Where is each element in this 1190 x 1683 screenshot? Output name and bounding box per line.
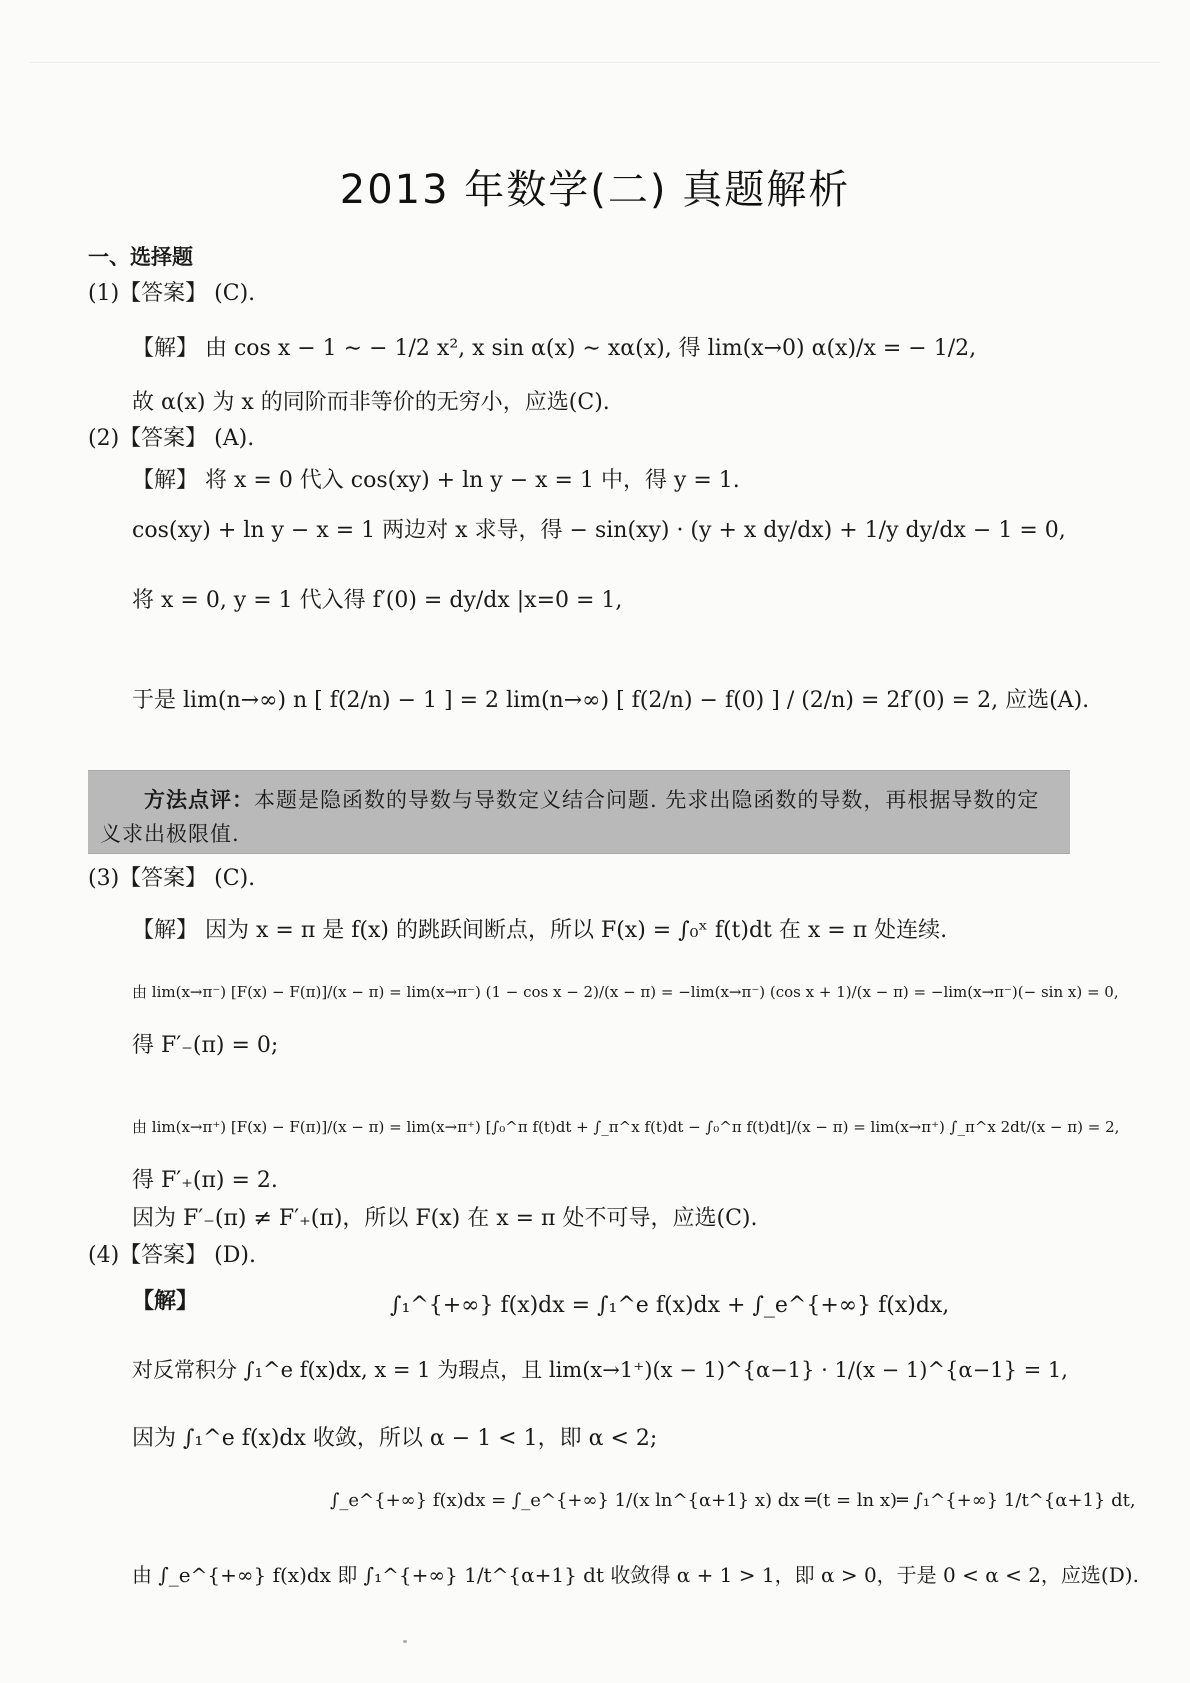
q3-solution-line-5: 得 F′₊(π) = 2. [132, 1168, 278, 1193]
q2-solution-line-1: 【解】 将 x = 0 代入 cos(xy) + ln y − x = 1 中，得 y = 1. [132, 468, 740, 493]
q4-solution-line-2: 对反常积分 ∫₁^e f(x)dx, x = 1 为瑕点，且 lim(x→1⁺)(x − 1)^{α−1} · 1/(x − 1)^{α−1} = 1, [132, 1358, 1068, 1382]
q2-solution-line-4: 于是 lim(n→∞) n [ f(2/n) − 1 ] = 2 lim(n→∞) [ f(2/n) − f(0) ] / (2/n) = 2f′(0) = 2, 应选(A). [132, 688, 1090, 713]
q3-solution-line-6: 因为 F′₋(π) ≠ F′₊(π)，所以 F(x) 在 x = π 处不可导，应选(C). [132, 1206, 758, 1231]
q3-solution-line-3: 得 F′₋(π) = 0; [132, 1033, 279, 1058]
q2-solution-line-3: 将 x = 0, y = 1 代入得 f′(0) = dy/dx |x=0 = 1, [132, 588, 623, 613]
page-title: 2013 年数学(二) 真题解析 [339, 167, 851, 213]
q4-solution-line-3: 因为 ∫₁^e f(x)dx 收敛，所以 α − 1 < 1，即 α < 2; [132, 1426, 658, 1451]
method-note-label: 方法点评： [144, 787, 254, 812]
q4-answer: (4)【答案】 (D). [88, 1243, 256, 1268]
q2-solution-line-2: cos(xy) + ln y − x = 1 两边对 x 求导，得 − sin(xy) · (y + x dy/dx) + 1/y dy/dx − 1 = 0, [132, 518, 1066, 543]
q1-solution-line-1: 【解】 由 cos x − 1 ∼ − 1/2 x², x sin α(x) ∼ xα(x), 得 lim(x→0) α(x)/x = − 1/2, [132, 336, 977, 361]
q1-solution-line-2: 故 α(x) 为 x 的同阶而非等价的无穷小，应选(C). [132, 390, 610, 415]
q1-answer: (1)【答案】 (C). [88, 281, 256, 306]
q3-solution-line-4: 由 lim(x→π⁺) [F(x) − F(π)]/(x − π) = lim(x→π⁺) [∫₀^π f(t)dt + ∫_π^x f(t)dt − ∫₀^π f(t)dt]/(x − π) = lim(x→π⁺) ∫_π^x 2dt/(x − π) = 2, [132, 1118, 1120, 1136]
q2-answer: (2)【答案】 (A). [88, 426, 255, 451]
q3-solution-line-2: 由 lim(x→π⁻) [F(x) − F(π)]/(x − π) = lim(x→π⁻) (1 − cos x − 2)/(x − π) = −lim(x→π⁻) (cos x + 1)/(x − π) = −lim(x→π⁻)(− sin x) = 0, [132, 983, 1119, 1001]
q4-solution-line-4: ∫_e^{+∞} f(x)dx = ∫_e^{+∞} 1/(x ln^{α+1} x) dx ═(t = ln x)═ ∫₁^{+∞} 1/t^{α+1} dt, [330, 1490, 1136, 1511]
q4-solution-line-1: ∫₁^{+∞} f(x)dx = ∫₁^e f(x)dx + ∫_e^{+∞} f(x)dx, [390, 1293, 950, 1318]
q4-solution-label: 【解】 [132, 1288, 199, 1314]
q3-solution-line-1: 【解】 因为 x = π 是 f(x) 的跳跃间断点，所以 F(x) = ∫₀ˣ f(t)dt 在 x = π 处连续. [132, 918, 948, 943]
method-note-box [88, 770, 1070, 854]
q4-solution-line-5: 由 ∫_e^{+∞} f(x)dx 即 ∫₁^{+∞} 1/t^{α+1} dt 收敛得 α + 1 > 1，即 α > 0，于是 0 < α < 2，应选(D). [132, 1563, 1139, 1587]
scan-speck [403, 1640, 407, 1643]
page-edge [30, 62, 1160, 63]
method-note-body: 本题是隐函数的导数与导数定义结合问题. 先求出隐函数的导数，再根据导数的定义求出极限值. [100, 788, 1040, 846]
method-note-text [100, 783, 1058, 851]
q3-answer: (3)【答案】 (C). [88, 866, 256, 891]
section-heading: 一、选择题 [88, 245, 193, 269]
